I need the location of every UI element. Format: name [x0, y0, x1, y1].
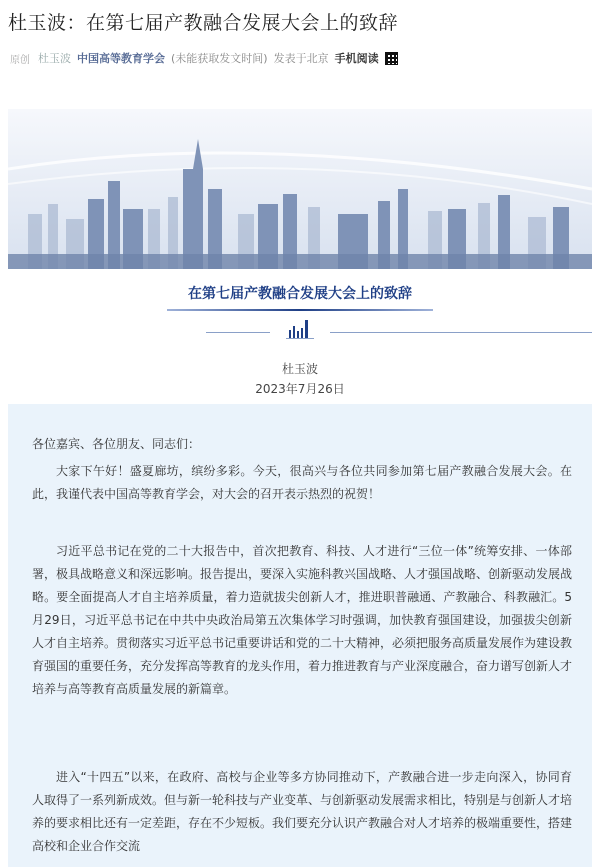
publish-location: 发表于北京: [273, 52, 329, 65]
divider-line-left: [206, 332, 270, 333]
author-name[interactable]: 杜玉波: [38, 52, 71, 65]
paragraph-1: 大家下午好！盛夏廊坊，缤纷多彩。今天，很高兴与各位共同参加第七届产教融合发展大会。在此，我谨代表中国高等教育学会，对大会的召开表示热烈的祝贺！: [32, 464, 572, 501]
speech-date: 2023年7月26日: [255, 382, 345, 396]
divider-line-right: [330, 332, 592, 333]
banner-image: [8, 109, 592, 269]
mobile-read-link[interactable]: 手机阅读: [334, 52, 379, 65]
page-title: 杜玉波：在第七届产教融合发展大会上的致辞: [8, 12, 399, 34]
original-tag: 原创: [10, 54, 30, 66]
speaker-name: 杜玉波: [281, 362, 318, 376]
article-meta: [8, 50, 398, 66]
account-link[interactable]: 中国高等教育学会: [77, 52, 165, 65]
greeting: 各位嘉宾、各位朋友、同志们：: [32, 437, 201, 451]
publish-time: (未能获取发文时间): [171, 52, 268, 65]
city-skyline-image: [8, 109, 592, 269]
bar-chart-icon: [286, 318, 314, 340]
title-underline: [167, 309, 433, 311]
qr-code-icon[interactable]: [385, 52, 398, 65]
article-title: 在第七届产教融合发展大会上的致辞: [188, 286, 412, 302]
paragraph-3: 进入“十四五”以来，在政府、高校与企业等多方协同推动下，产教融合进一步走向深入，协同育人取得了一系列新成效。但与新一轮科技与产业变革、与创新驱动发展需求相比，特别是与创新人才培养的要求相比还有一定差距，存在不少短板。我们要充分认识产教融合对人才培养的极端重要性，搭建高校和企业合作交流: [32, 770, 573, 853]
paragraph-2: 习近平总书记在党的二十大报告中，首次把教育、科技、人才进行“三位一体”统筹安排、一体部署，极具战略意义和深远影响。报告提出，要深入实施科教兴国战略、人才强国战略、创新驱动发展战略。要全面提高人才自主培养质量，着力造就拔尖创新人才，推进职普融通、产教融合、科教融汇。5月29日，习近平总书记在中共中央政治局第五次集体学习时强调，加快教育强国建设，加强拔尖创新人才自主培养。贯彻落实习近平总书记重要讲话和党的二十大精神，必须把服务高质量发展作为建设教育强国的重要任务，充分发挥高等教育的龙头作用，着力推进教育与产业深度融合，奋力谱写创新人才培养与高等教育高质量发展的新篇章。: [32, 544, 573, 696]
